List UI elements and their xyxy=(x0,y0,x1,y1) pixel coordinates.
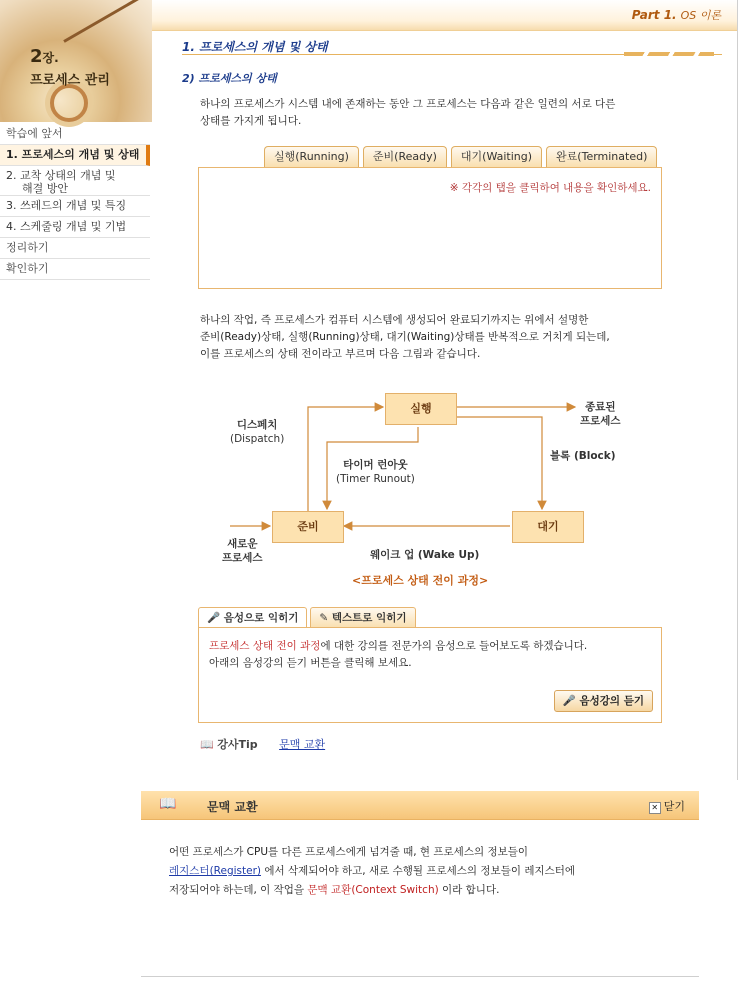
divider-stripes xyxy=(624,52,714,56)
nav-item-process-concept[interactable]: 1. 프로세스의 개념 및 상태 xyxy=(0,145,150,166)
state-box-ready: 준비 xyxy=(272,511,344,543)
label-wake-up: 웨이크 업 (Wake Up) xyxy=(370,549,480,561)
media-panel-text: 프로세스 상태 전이 과정에 대한 강의를 전문가의 음성으로 들어보도록 하겠습니다. 아래의 음성강의 듣기 버튼을 클릭해 보세요. xyxy=(209,640,588,669)
popup-header xyxy=(141,791,699,820)
tab-waiting[interactable]: 대기(Waiting) xyxy=(451,146,542,167)
label-terminated: 종료된 프로세스 xyxy=(580,401,621,427)
chapter-banner xyxy=(0,0,152,122)
book-icon: 📖 xyxy=(200,738,214,751)
media-panel xyxy=(198,627,662,723)
nav-item-summary[interactable]: 정리하기 xyxy=(0,238,150,259)
body-paragraph: 하나의 작업, 즉 프로세스가 컴퓨터 시스템에 생성되어 완료되기까지는 위에서 설명한 준비(Ready)상태, 실행(Running)상태, 대기(Waiting)상태를 반복적으로 거치게 되는데, 이를 프로세스의 상태 전이라고 부르며 다음 그림과 같습니다. xyxy=(200,314,610,360)
media-tabs xyxy=(198,607,416,628)
state-box-waiting: 대기 xyxy=(512,511,584,543)
label-block: 블록 (Block) xyxy=(550,450,616,462)
tab-audio-learning[interactable]: 🎤 음성으로 익히기 xyxy=(198,607,307,628)
diagram-caption: <프로세스 상태 전이 과정> xyxy=(352,574,489,587)
state-tabs xyxy=(264,146,657,167)
context-switch-term: 문맥 교환(Context Switch) xyxy=(307,884,439,896)
tab-running[interactable]: 실행(Running) xyxy=(264,146,359,167)
register-link[interactable]: 레지스터(Register) xyxy=(169,865,261,877)
section-title: 1. 프로세스의 개념 및 상태 xyxy=(182,40,328,54)
label-timer-runout: 타이머 런아웃 (Timer Runout) xyxy=(336,459,415,485)
section-divider xyxy=(182,54,722,55)
target-decoration-icon xyxy=(50,84,88,122)
arrow-decoration-icon xyxy=(63,0,142,43)
microphone-icon: 🎤 xyxy=(562,695,576,707)
block-arrow xyxy=(455,417,542,509)
popup-title: 문맥 교환 xyxy=(207,800,258,814)
close-button[interactable]: ✕ 닫기 xyxy=(649,798,685,814)
microphone-icon: 🎤 xyxy=(207,612,221,624)
label-new-process: 새로운 프로세스 xyxy=(222,538,263,564)
tab-terminated[interactable]: 완료(Terminated) xyxy=(546,146,657,167)
nav-item-thread[interactable]: 3. 쓰레드의 개념 및 특징 xyxy=(0,196,150,217)
nav-item-quiz[interactable]: 확인하기 xyxy=(0,259,150,280)
part-label: Part 1. OS 이론 xyxy=(631,8,721,22)
top-bar xyxy=(152,0,737,31)
chapter-title: 2장. 프로세스 관리 xyxy=(30,46,110,88)
tab-hint: ※ 각각의 탭을 클릭하여 내용을 확인하세요. xyxy=(449,182,651,194)
state-transition-link[interactable]: 프로세스 상태 전이 과정 xyxy=(209,640,321,652)
state-box-running: 실행 xyxy=(385,393,457,425)
instructor-tip-label: 강사Tip xyxy=(217,738,258,751)
subsection-title: 2) 프로세스의 상태 xyxy=(182,72,277,85)
state-transition-diagram xyxy=(220,385,640,590)
tab-panel xyxy=(198,167,662,289)
close-icon: ✕ xyxy=(649,802,661,814)
sidebar xyxy=(0,0,152,780)
tab-text-learning[interactable]: ✎ 텍스트로 익히기 xyxy=(310,607,415,628)
listen-lecture-button[interactable]: 🎤 음성강의 듣기 xyxy=(554,690,653,712)
popup-body: 어떤 프로세스가 CPU를 다른 프로세스에게 넘겨줄 때, 현 프로세스의 정보들이 레지스터(Register) 에서 삭제되어야 하고, 새로 수행될 프로세스의 정보들이 레지스터에 저장되어야 하는데, 이 작업을 문맥 교환(Context Switch) 이라 합니다. xyxy=(169,846,576,896)
tab-ready[interactable]: 준비(Ready) xyxy=(363,146,447,167)
context-switch-link[interactable]: 문맥 교환 xyxy=(279,738,326,751)
nav-item-scheduling[interactable]: 4. 스케줄링 개념 및 기법 xyxy=(0,217,150,238)
nav-item-intro[interactable]: 학습에 앞서 xyxy=(0,124,150,145)
book-icon: 📖 xyxy=(159,796,177,812)
chapter-nav xyxy=(0,124,150,280)
instructor-tip-row xyxy=(200,736,325,752)
intro-paragraph: 하나의 프로세스가 시스템 내에 존재하는 동안 그 프로세스는 다음과 같은 일련의 서로 다른 상태를 가지게 됩니다. xyxy=(200,98,616,127)
pencil-icon: ✎ xyxy=(319,612,329,624)
nav-item-deadlock[interactable]: 2. 교착 상태의 개념 및 해결 방안 xyxy=(0,166,150,196)
context-switch-popup xyxy=(141,791,699,977)
label-dispatch: 디스페치 (Dispatch) xyxy=(230,419,285,445)
